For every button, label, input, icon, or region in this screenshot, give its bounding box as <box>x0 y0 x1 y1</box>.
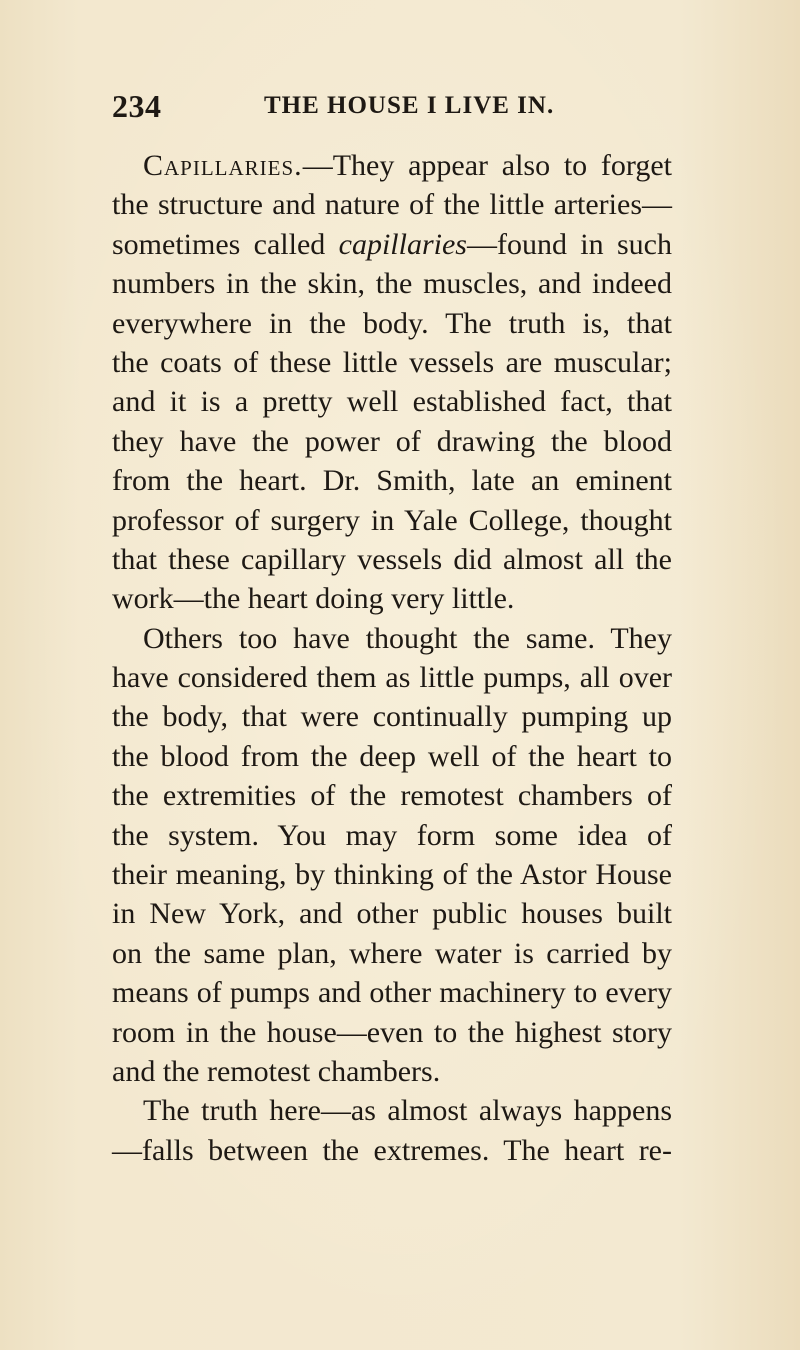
line-text: —They appear also to forget <box>302 149 672 182</box>
text-line <box>112 146 672 185</box>
section-heading: Capillaries. <box>143 149 303 182</box>
line-text: sometimes called <box>112 227 339 261</box>
text-line: the blood from the deep well of the heart to <box>112 739 672 773</box>
text-line: work—the heart doing very little. <box>112 582 515 616</box>
text-line: and it is a pretty well established fact, that <box>112 385 672 419</box>
text-line: Others too have thought the same. They <box>143 621 672 655</box>
text-line <box>112 225 672 264</box>
page-header <box>112 88 652 128</box>
text-line: on the same plan, where water is carried by <box>112 936 672 970</box>
italic-term: capillaries <box>338 227 467 261</box>
text-line: numbers in the skin, the muscles, and indeed <box>112 267 672 301</box>
body-text <box>112 146 672 1170</box>
text-line: that these capillary vessels did almost all the <box>112 542 672 576</box>
text-line: the body, that were continually pumping up <box>112 700 672 734</box>
text-line: their meaning, by thinking of the Astor House <box>112 858 672 892</box>
text-line: have considered them as little pumps, all over <box>112 661 672 695</box>
text-line: the extremities of the remotest chambers of <box>112 779 672 813</box>
text-line: —falls between the extremes. The heart re- <box>112 1133 672 1167</box>
page-number: 234 <box>112 88 162 124</box>
text-line: means of pumps and other machinery to every <box>112 976 672 1010</box>
text-line: the coats of these little vessels are muscular; <box>112 345 672 379</box>
text-line: they have the power of drawing the blood <box>112 424 672 458</box>
line-text: —found in such <box>466 227 672 261</box>
text-line: and the remotest chambers. <box>112 1054 441 1088</box>
running-head: THE HOUSE I LIVE IN. <box>264 92 555 119</box>
text-line: in New York, and other public houses built <box>112 897 672 931</box>
text-line: the structure and nature of the little arteries— <box>112 188 672 222</box>
text-line: from the heart. Dr. Smith, late an eminent <box>112 464 672 498</box>
text-line: professor of surgery in Yale College, thought <box>112 503 672 537</box>
text-line: room in the house—even to the highest story <box>112 1015 672 1049</box>
text-line: the system. You may form some idea of <box>112 818 672 852</box>
text-line: everywhere in the body. The truth is, that <box>112 306 672 340</box>
text-line: The truth here—as almost always happens <box>143 1094 672 1128</box>
